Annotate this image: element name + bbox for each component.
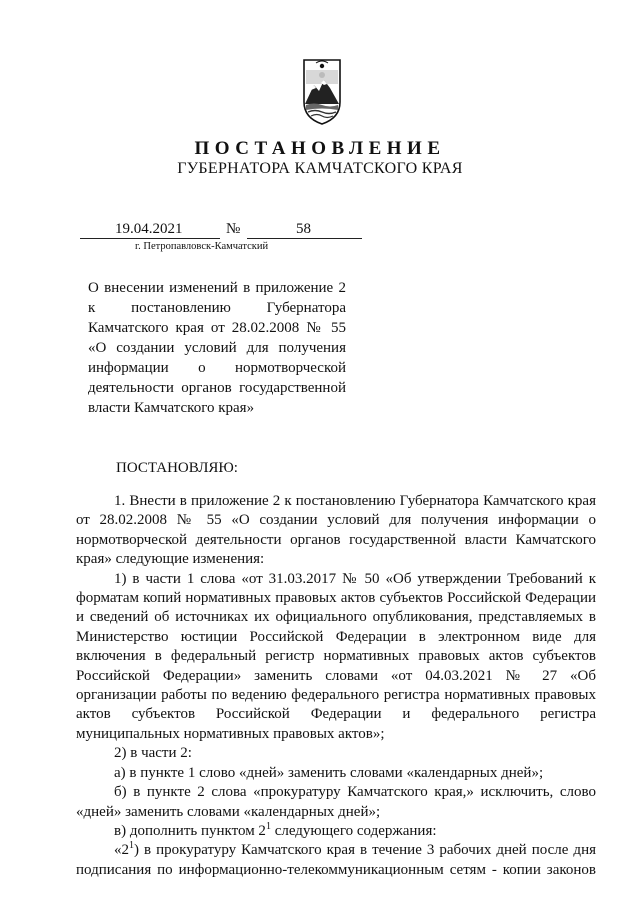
subject-line: О внесении изменений в приложение 2 [88,280,346,296]
body-line: а) в пункте 1 слово «дней» заменить словами «календарных дней»; [114,764,544,781]
number-sign: № [226,221,241,237]
body-line: Министерство юстиции Российской Федерации в электронном виде для [76,628,596,645]
kamchatka-coat-of-arms-icon [302,58,342,126]
body-line: муниципальных нормативных правовых актов»; [76,725,385,742]
subject-line: деятельности органов государственной [88,380,346,396]
body-line: форматам копий нормативных правовых актов субъектов Российской Федерации [76,590,596,607]
body-line: включения в федеральный регистр нормативных правовых актов субъектов [76,648,596,665]
body-line: и сведений об источниках их официального опубликования, представляемых в [76,609,596,626]
body-line: «$2^1$) в прокуратуру Камчатского края в течение 3 рабочих дней после дня [114,840,596,859]
subject-line: к постановлению Губернатора [88,300,346,316]
subject-line: Камчатского края от 28.02.2008 № 55 [88,320,346,336]
body-line: актов субъектов Российской Федерации и федерального регистра [76,706,596,723]
document-title: ПОСТАНОВЛЕНИЕ [194,138,446,159]
body-line: от 28.02.2008 № 55 «О создании условий для получения информации о [76,512,596,529]
document-date: 19.04.2021 [115,221,183,237]
document-body [76,492,596,880]
body-line: «дней» заменить словами «календарных дней»; [76,803,381,820]
date-underline [80,238,220,239]
body-line: подписания по информационно-телекоммуникационным сетям - копии законов [76,861,596,878]
body-line: края» следующие изменения: [76,551,265,568]
number-underline [247,238,362,239]
body-line: 1. Внести в приложение 2 к постановлению Губернатора Камчатского края [114,493,596,509]
body-line: нормотворческой деятельности органов государственной власти Камчатского [76,531,596,548]
body-line: Российской Федерации» заменить словами «от 04.03.2021 № 27 «Об [76,667,596,684]
body-line: в) дополнить пунктом $2^1$ следующего содержания: [114,820,437,839]
body-line: 2) в части 2: [114,745,192,762]
body-line: 1) в части 1 слова «от 31.03.2017 № 50 «Об утверждении Требований к [114,570,596,587]
body-line: организации работы по ведению федерального регистра нормативных правовых [76,687,596,704]
subject-line: власти Камчатского края» [88,400,255,416]
decree-word: ПОСТАНОВЛЯЮ: [116,460,238,476]
subject-line: «О создании условий для получения [88,340,346,356]
document-subtitle: ГУБЕРНАТОРА КАМЧАТСКОГО КРАЯ [177,160,463,177]
body-line: б) в пункте 2 слова «прокуратуру Камчатского края,» исключить, слово [114,784,596,801]
document-number: 58 [296,221,311,237]
city-line: г. Петропавловск-Камчатский [135,241,269,252]
document-subject [88,278,346,418]
subject-line: информации о нормотворческой [88,360,346,376]
